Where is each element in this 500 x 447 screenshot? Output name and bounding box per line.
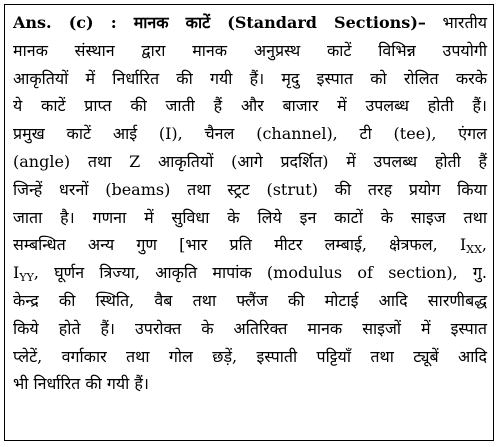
text-line-11: केन्द्र की स्थिति, वैब तथा फ्लैंज की मोटाई आदि सारणीबद्ध [13,290,487,310]
heading-continuation: भारतीय [442,13,487,32]
text-line-7: जिन्हें धरनों (beams) तथा स्ट्रट (strut) की तरह प्रयोग किया [13,179,487,199]
text-line-4: ये काटें प्राप्त की जाती हैं और बाजार में उपलब्ध होती हैं। [13,96,487,116]
text-line-9 [13,231,487,259]
text-line-12: किये होते हैं। उपरोक्त के अतिरिक्त मानक साइजों में इस्पात [13,318,487,338]
line10-text: , घूर्णन त्रिज्या, आकृति मापांक (modulus of section), गु. [33,263,487,283]
line9-comma: , [481,235,487,255]
text-line-1 [13,9,487,37]
answer-text [13,9,487,398]
ixx-subscript: XX [466,243,482,257]
text-line-10 [13,259,487,287]
text-line-6: (angle) तथा Z आकृतियों (आगे प्रदर्शित) में उपलब्ध होती हैं [13,151,487,171]
answer-box [4,4,494,441]
text-line-3: आकृतियों में निर्धारित की गयी हैं। मृदु इस्पात को रोलित करके [13,68,487,88]
iyy-symbol: I [13,263,20,283]
text-line-5: प्रमुख काटें आई (I), चैनल (channel), टी (tee), एंगल [13,124,487,144]
text-line-14: भी निर्धारित की गयी हैं। [13,374,149,394]
text-line-13: प्लेटें, वर्गाकार तथा गोल छड़ें, इस्पाती पट्टियाँ तथा ट्यूबें आदि [13,346,487,366]
text-line-8: जाता है। गणना में सुविधा के लिये इन काटों के साइज तथा [13,207,487,227]
text-line-2: मानक संस्थान द्वारा मानक अनुप्रस्थ काटें विभिन्न उपयोगी [13,40,487,60]
answer-heading: Ans. (c) : मानक काटें (Standard Sections)– [13,13,426,32]
iyy-subscript: YY [19,271,34,285]
line9-text: सम्बन्धित अन्य गुण [भार प्रति मीटर लम्बाई, क्षेत्रफल, I [13,235,467,255]
